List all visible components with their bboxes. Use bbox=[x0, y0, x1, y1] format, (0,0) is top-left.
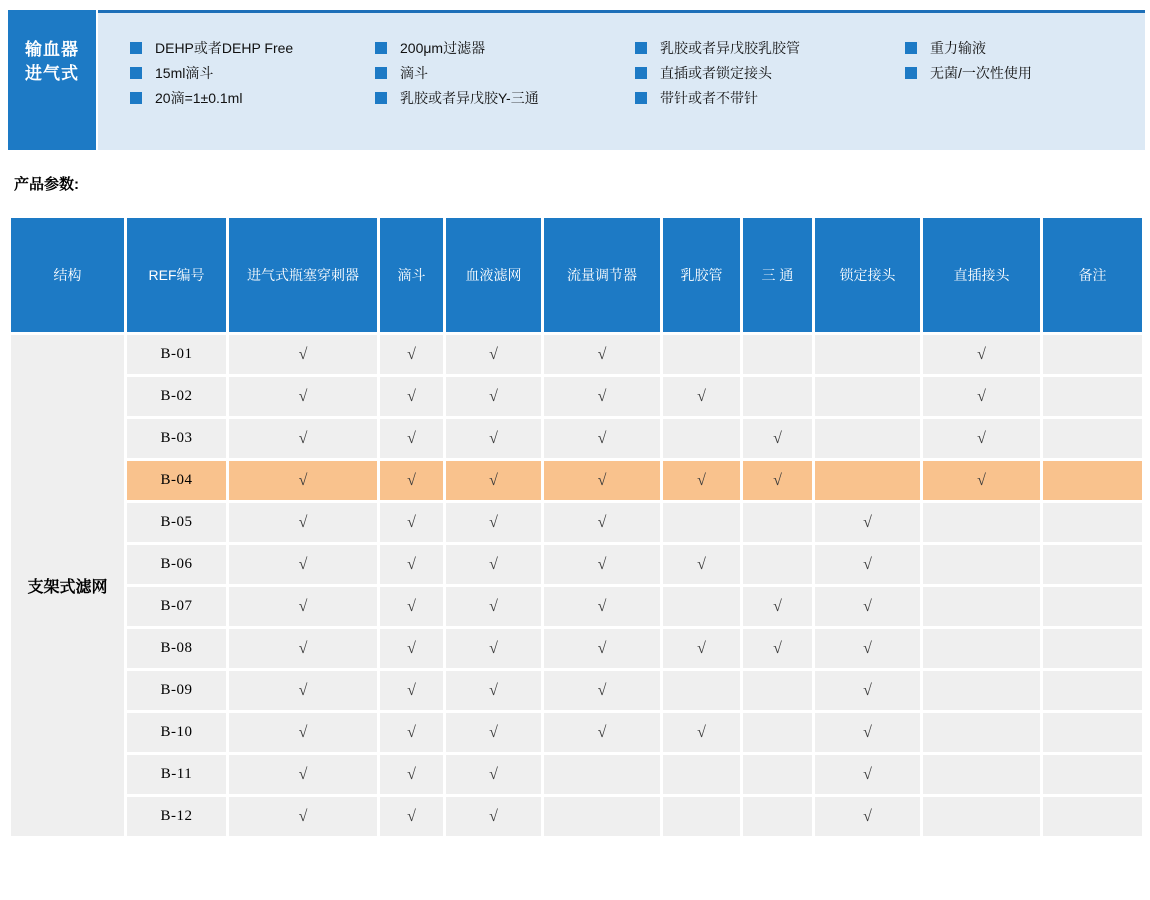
check-cell: √ bbox=[445, 670, 543, 712]
empty-cell bbox=[742, 376, 814, 418]
feature-text: 直插或者锁定接头 bbox=[660, 64, 772, 81]
check-cell: √ bbox=[814, 502, 922, 544]
feature-column bbox=[375, 35, 539, 110]
check-cell: √ bbox=[543, 712, 662, 754]
banner-features bbox=[98, 10, 1145, 150]
check-cell: √ bbox=[445, 754, 543, 796]
check-cell: √ bbox=[228, 628, 379, 670]
check-cell: √ bbox=[228, 754, 379, 796]
section-heading: 产品参数: bbox=[14, 176, 79, 193]
check-cell: √ bbox=[445, 796, 543, 838]
check-cell: √ bbox=[379, 628, 445, 670]
table-row[interactable] bbox=[10, 670, 1144, 712]
feature-text: 20滴=1±0.1ml bbox=[155, 89, 243, 106]
empty-cell bbox=[742, 544, 814, 586]
ref-cell: B-10 bbox=[126, 712, 228, 754]
check-cell: √ bbox=[543, 670, 662, 712]
table-row[interactable] bbox=[10, 712, 1144, 754]
check-cell: √ bbox=[543, 628, 662, 670]
check-cell: √ bbox=[543, 418, 662, 460]
remark-cell bbox=[1042, 502, 1144, 544]
column-header: REF编号 bbox=[126, 217, 228, 334]
empty-cell bbox=[742, 796, 814, 838]
check-cell: √ bbox=[379, 670, 445, 712]
column-header: 乳胶管 bbox=[662, 217, 742, 334]
table-row[interactable] bbox=[10, 586, 1144, 628]
check-cell: √ bbox=[662, 376, 742, 418]
check-cell: √ bbox=[543, 376, 662, 418]
bullet-square-icon bbox=[375, 42, 387, 54]
ref-cell: B-07 bbox=[126, 586, 228, 628]
empty-cell bbox=[814, 418, 922, 460]
column-header: 结构 bbox=[10, 217, 126, 334]
ref-cell: B-09 bbox=[126, 670, 228, 712]
column-header: 流量调节器 bbox=[543, 217, 662, 334]
remark-cell bbox=[1042, 460, 1144, 502]
empty-cell bbox=[922, 754, 1042, 796]
empty-cell bbox=[742, 712, 814, 754]
table-row[interactable] bbox=[10, 376, 1144, 418]
check-cell: √ bbox=[379, 544, 445, 586]
empty-cell bbox=[922, 628, 1042, 670]
check-cell: √ bbox=[445, 544, 543, 586]
table-row[interactable] bbox=[10, 544, 1144, 586]
check-cell: √ bbox=[814, 670, 922, 712]
check-cell: √ bbox=[543, 502, 662, 544]
product-banner bbox=[0, 0, 1150, 152]
table-row[interactable] bbox=[10, 502, 1144, 544]
check-cell: √ bbox=[742, 460, 814, 502]
remark-cell bbox=[1042, 628, 1144, 670]
feature-column bbox=[635, 35, 800, 110]
bullet-square-icon bbox=[375, 92, 387, 104]
feature-text: 乳胶或者异戊胶乳胶管 bbox=[660, 39, 800, 56]
remark-cell bbox=[1042, 754, 1144, 796]
empty-cell bbox=[742, 334, 814, 376]
check-cell: √ bbox=[662, 460, 742, 502]
empty-cell bbox=[814, 334, 922, 376]
remark-cell bbox=[1042, 712, 1144, 754]
check-cell: √ bbox=[379, 586, 445, 628]
empty-cell bbox=[922, 670, 1042, 712]
check-cell: √ bbox=[445, 586, 543, 628]
bullet-square-icon bbox=[635, 67, 647, 79]
bullet-square-icon bbox=[635, 42, 647, 54]
check-cell: √ bbox=[379, 376, 445, 418]
feature-item bbox=[635, 35, 800, 60]
empty-cell bbox=[922, 796, 1042, 838]
check-cell: √ bbox=[379, 502, 445, 544]
feature-item bbox=[130, 35, 293, 60]
check-cell: √ bbox=[228, 460, 379, 502]
check-cell: √ bbox=[379, 796, 445, 838]
empty-cell bbox=[922, 586, 1042, 628]
check-cell: √ bbox=[814, 586, 922, 628]
check-cell: √ bbox=[379, 754, 445, 796]
check-cell: √ bbox=[922, 334, 1042, 376]
check-cell: √ bbox=[543, 334, 662, 376]
check-cell: √ bbox=[228, 334, 379, 376]
feature-item bbox=[635, 60, 800, 85]
check-cell: √ bbox=[228, 796, 379, 838]
empty-cell bbox=[922, 502, 1042, 544]
check-cell: √ bbox=[228, 376, 379, 418]
feature-item bbox=[375, 85, 539, 110]
feature-column bbox=[130, 35, 293, 110]
check-cell: √ bbox=[445, 628, 543, 670]
check-cell: √ bbox=[662, 712, 742, 754]
check-cell: √ bbox=[445, 712, 543, 754]
check-cell: √ bbox=[922, 418, 1042, 460]
bullet-square-icon bbox=[375, 67, 387, 79]
ref-cell: B-08 bbox=[126, 628, 228, 670]
remark-cell bbox=[1042, 376, 1144, 418]
column-header: 锁定接头 bbox=[814, 217, 922, 334]
feature-item bbox=[635, 85, 800, 110]
table-row[interactable] bbox=[10, 796, 1144, 838]
product-parameters-table bbox=[8, 215, 1145, 839]
feature-item bbox=[905, 60, 1032, 85]
check-cell: √ bbox=[445, 418, 543, 460]
bullet-square-icon bbox=[130, 67, 142, 79]
empty-cell bbox=[543, 796, 662, 838]
check-cell: √ bbox=[228, 712, 379, 754]
feature-item bbox=[130, 60, 293, 85]
check-cell: √ bbox=[814, 712, 922, 754]
empty-cell bbox=[662, 796, 742, 838]
table-row[interactable] bbox=[10, 754, 1144, 796]
product-title-line1: 输血器 bbox=[25, 40, 79, 59]
feature-item bbox=[375, 60, 539, 85]
empty-cell bbox=[662, 334, 742, 376]
remark-cell bbox=[1042, 670, 1144, 712]
check-cell: √ bbox=[445, 334, 543, 376]
feature-text: 乳胶或者异戊胶Y-三通 bbox=[400, 89, 539, 106]
bullet-square-icon bbox=[905, 67, 917, 79]
product-title-line2: 进气式 bbox=[25, 64, 79, 83]
check-cell: √ bbox=[228, 502, 379, 544]
ref-cell: B-02 bbox=[126, 376, 228, 418]
empty-cell bbox=[922, 544, 1042, 586]
ref-cell: B-05 bbox=[126, 502, 228, 544]
empty-cell bbox=[742, 754, 814, 796]
table-row[interactable] bbox=[10, 334, 1144, 376]
product-title-box bbox=[8, 10, 96, 150]
remark-cell bbox=[1042, 418, 1144, 460]
check-cell: √ bbox=[662, 628, 742, 670]
structure-cell: 支架式滤网 bbox=[10, 334, 126, 838]
ref-cell: B-12 bbox=[126, 796, 228, 838]
column-header: 滴斗 bbox=[379, 217, 445, 334]
bullet-square-icon bbox=[130, 92, 142, 104]
empty-cell bbox=[742, 502, 814, 544]
check-cell: √ bbox=[814, 796, 922, 838]
feature-text: 滴斗 bbox=[400, 64, 428, 81]
empty-cell bbox=[662, 502, 742, 544]
table-header-row bbox=[10, 217, 1144, 334]
ref-cell: B-01 bbox=[126, 334, 228, 376]
check-cell: √ bbox=[379, 712, 445, 754]
remark-cell bbox=[1042, 586, 1144, 628]
check-cell: √ bbox=[445, 502, 543, 544]
column-header: 备注 bbox=[1042, 217, 1144, 334]
table-row[interactable] bbox=[10, 460, 1144, 502]
feature-text: 重力输液 bbox=[930, 39, 986, 56]
check-cell: √ bbox=[379, 418, 445, 460]
feature-text: 无菌/一次性使用 bbox=[930, 64, 1032, 81]
remark-cell bbox=[1042, 796, 1144, 838]
feature-item bbox=[905, 35, 1032, 60]
empty-cell bbox=[814, 460, 922, 502]
empty-cell bbox=[662, 418, 742, 460]
feature-text: DEHP或者DEHP Free bbox=[155, 39, 294, 56]
empty-cell bbox=[662, 754, 742, 796]
check-cell: √ bbox=[543, 586, 662, 628]
remark-cell bbox=[1042, 334, 1144, 376]
feature-column bbox=[905, 35, 1032, 85]
column-header: 进气式瓶塞穿刺器 bbox=[228, 217, 379, 334]
table-row[interactable] bbox=[10, 418, 1144, 460]
check-cell: √ bbox=[742, 586, 814, 628]
check-cell: √ bbox=[742, 418, 814, 460]
check-cell: √ bbox=[379, 334, 445, 376]
bullet-square-icon bbox=[130, 42, 142, 54]
check-cell: √ bbox=[814, 544, 922, 586]
check-cell: √ bbox=[543, 544, 662, 586]
check-cell: √ bbox=[814, 628, 922, 670]
check-cell: √ bbox=[445, 376, 543, 418]
check-cell: √ bbox=[445, 460, 543, 502]
bullet-square-icon bbox=[635, 92, 647, 104]
check-cell: √ bbox=[228, 544, 379, 586]
empty-cell bbox=[662, 670, 742, 712]
empty-cell bbox=[922, 712, 1042, 754]
check-cell: √ bbox=[379, 460, 445, 502]
feature-item bbox=[375, 35, 539, 60]
check-cell: √ bbox=[228, 670, 379, 712]
check-cell: √ bbox=[742, 628, 814, 670]
table-row[interactable] bbox=[10, 628, 1144, 670]
check-cell: √ bbox=[662, 544, 742, 586]
ref-cell: B-11 bbox=[126, 754, 228, 796]
table-body bbox=[10, 334, 1144, 838]
empty-cell bbox=[814, 376, 922, 418]
feature-text: 带针或者不带针 bbox=[660, 89, 758, 106]
feature-item bbox=[130, 85, 293, 110]
check-cell: √ bbox=[228, 586, 379, 628]
check-cell: √ bbox=[228, 418, 379, 460]
ref-cell: B-03 bbox=[126, 418, 228, 460]
column-header: 血液滤网 bbox=[445, 217, 543, 334]
ref-cell: B-06 bbox=[126, 544, 228, 586]
check-cell: √ bbox=[922, 376, 1042, 418]
check-cell: √ bbox=[814, 754, 922, 796]
remark-cell bbox=[1042, 544, 1144, 586]
feature-text: 200μm过滤器 bbox=[400, 39, 486, 56]
feature-text: 15ml滴斗 bbox=[155, 64, 214, 81]
bullet-square-icon bbox=[905, 42, 917, 54]
column-header: 直插接头 bbox=[922, 217, 1042, 334]
empty-cell bbox=[742, 670, 814, 712]
empty-cell bbox=[662, 586, 742, 628]
check-cell: √ bbox=[922, 460, 1042, 502]
column-header: 三 通 bbox=[742, 217, 814, 334]
empty-cell bbox=[543, 754, 662, 796]
check-cell: √ bbox=[543, 460, 662, 502]
ref-cell: B-04 bbox=[126, 460, 228, 502]
